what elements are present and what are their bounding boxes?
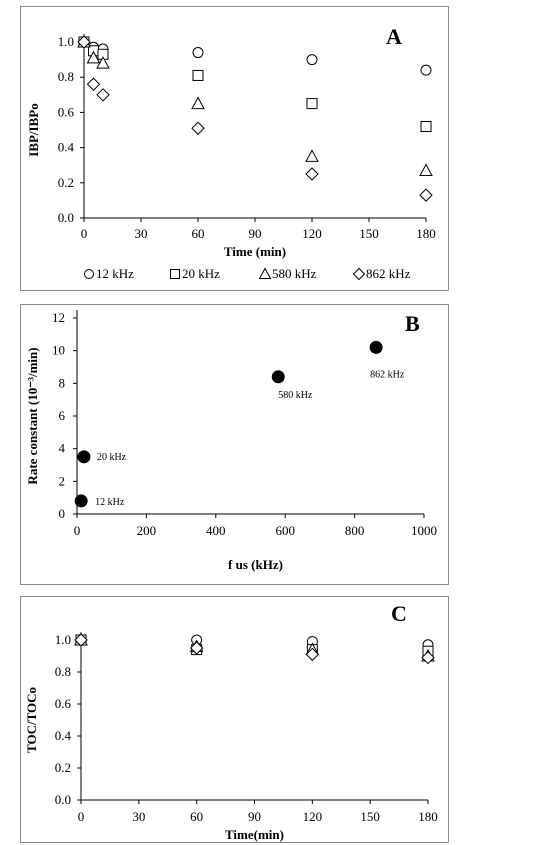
panel-c-frame [21, 597, 449, 843]
panel-a-x-tick-label: 60 [191, 226, 205, 241]
panel-a-legend-label: 862 kHz [366, 266, 411, 281]
panel-a-x-tick-label: 0 [80, 226, 88, 241]
panel-b-x-tick-label: 0 [73, 523, 81, 538]
panel-c-x-tick-label: 0 [77, 809, 85, 824]
panel-a-y-axis-label: IBP/IBPo [26, 103, 41, 157]
panel-c-y-tick-label: 1.0 [54, 632, 71, 647]
panel-c-y-axis-label: TOC/TOCo [24, 687, 39, 753]
panel-b-x-tick-label: 800 [344, 523, 365, 538]
panel-a-x-tick-label: 180 [416, 226, 436, 241]
panel-b-x-tick-label: 400 [206, 523, 226, 538]
panel-a-x-axis-label: Time (min) [223, 244, 287, 259]
panel-c-y-tick-label: 0.8 [54, 664, 71, 679]
panel-c-label: C [391, 601, 407, 626]
panel-b-point-s0 [78, 451, 90, 463]
panel-a-legend-label: 12 kHz [96, 266, 134, 281]
panel-b-point-s0 [370, 341, 382, 353]
panel-c-y-tick-label: 0.6 [54, 696, 71, 711]
panel-a-y-tick-label: 0.4 [57, 139, 74, 155]
panel-b-point-label: 12 kHz [95, 496, 125, 508]
panel-a-legend-label: 20 kHz [182, 266, 220, 281]
panel-c-y-tick-label: 0.0 [54, 792, 71, 807]
panel-c-y-tick-label: 0.2 [54, 760, 71, 775]
panel-b-x-axis-label: f us (kHz) [228, 557, 283, 572]
panel-b-y-tick-label: 0 [58, 506, 65, 521]
panel-a-x-tick-label: 150 [359, 226, 379, 241]
panel-c-x-tick-label: 60 [190, 809, 204, 824]
panel-b-point-label: 580 kHz [278, 389, 313, 401]
panel-a-y-tick-label: 0.0 [57, 210, 74, 225]
panel-a-y-tick-label: 0.6 [57, 104, 74, 120]
panel-c-x-tick-label: 150 [360, 809, 380, 824]
panel-c-x-axis-label: Time(min) [225, 827, 284, 842]
panel-a-point-20-khz [421, 121, 431, 131]
panel-a-point-20-khz [307, 99, 317, 109]
panel-b-point-label: 862 kHz [370, 369, 405, 381]
panel-c-y-tick-label: 0.4 [54, 728, 71, 743]
panel-a-x-tick-label: 30 [134, 226, 148, 241]
panel-b-y-tick-label: 6 [58, 408, 65, 423]
panel-b-y-tick-label: 2 [58, 473, 65, 489]
panel-b-label: B [405, 311, 420, 336]
panel-a-legend-label: 580 kHz [272, 266, 317, 281]
panel-c-x-tick-label: 120 [302, 809, 323, 824]
panel-a-y-tick-label: 0.8 [57, 69, 74, 85]
panel-b-point-s0 [75, 495, 87, 507]
panel-a-legend-marker [85, 270, 94, 279]
panel-a-x-tick-label: 120 [302, 226, 322, 241]
panel-b-point-s0 [272, 371, 284, 383]
panel-a-label: A [386, 24, 402, 49]
panel-a-point-20-khz [193, 70, 203, 80]
panel-b-point-label: 20 kHz [96, 451, 127, 463]
panel-a-y-tick-label: 0.2 [57, 174, 74, 190]
panel-c-x-tick-label: 90 [248, 809, 261, 824]
panel-c-x-tick-label: 30 [132, 809, 146, 824]
panel-a-point-12-khz [307, 55, 317, 65]
panel-b-y-tick-label: 12 [52, 310, 65, 325]
panel-b-x-tick-label: 200 [136, 523, 157, 538]
panel-b-y-axis-label: Rate constant (10⁻³/min) [25, 347, 40, 485]
panel-b-frame [21, 305, 449, 585]
panel-b-y-tick-label: 10 [52, 342, 65, 358]
panel-b-y-tick-label: 4 [58, 440, 65, 456]
panel-b-y-tick-label: 8 [58, 375, 65, 391]
panel-a-legend-marker [171, 270, 180, 279]
panel-b-x-tick-label: 600 [275, 523, 295, 538]
panel-a-point-12-khz [421, 65, 431, 75]
panel-a-point-12-khz [193, 48, 203, 58]
panel-b-x-tick-label: 1000 [411, 523, 437, 538]
panel-a-y-tick-label: 1.0 [57, 34, 74, 49]
panel-a-x-tick-label: 90 [248, 226, 262, 241]
panel-c-x-tick-label: 180 [418, 809, 438, 824]
